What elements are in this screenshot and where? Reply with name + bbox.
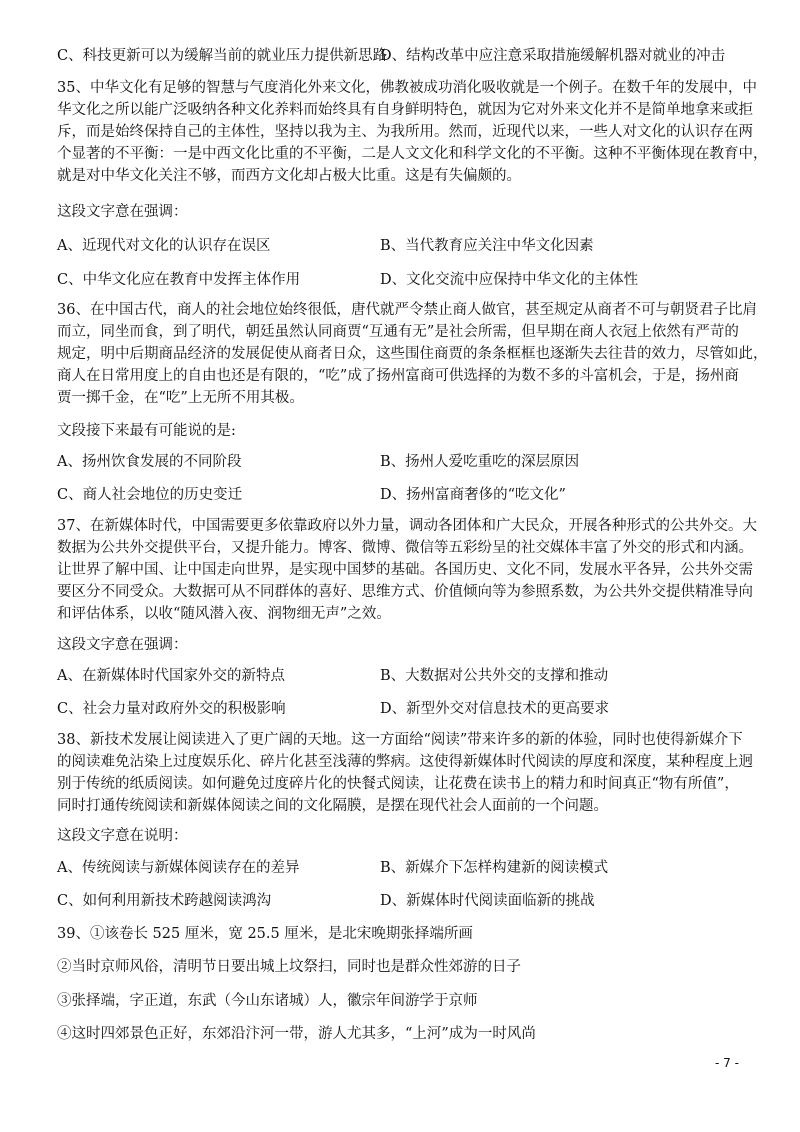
q39-sentence-2: ②当时京师风俗，清明节日要出城上坟祭扫，同时也是群众性郊游的日子 [57, 959, 521, 975]
q37-option-d: D、新型外交对信息技术的更高要求 [380, 701, 610, 717]
question-37-stem [57, 515, 757, 625]
q35-option-d: D、文化交流中应保持中华文化的主体性 [380, 272, 639, 288]
q38-option-c: C、如何利用新技术跨越阅读鸿沟 [57, 893, 272, 909]
question-37-prompt: 这段文字意在强调： [57, 637, 188, 653]
q35-option-c: C、中华文化应在教育中发挥主体作用 [57, 272, 301, 288]
stem-line: 就是对中华文化关注不够，而西方文化却占极大比重。这是有失偏颇的。 [57, 168, 521, 184]
stem-line: 商人在日常用度上的自由也还是有限的，“吃”成了扬州富商可供选择的为数不多的斗富机会，于是，扬州商 [57, 368, 739, 384]
stem-line: 斥，而是始终保持自己的主体性，坚持以我为主、为我所用。然而，近现代以来，一些人对文化的认识存在两 [57, 124, 753, 140]
question-38-prompt: 这段文字意在说明： [57, 828, 188, 844]
question-35-prompt: 这段文字意在强调： [57, 204, 188, 220]
q38-option-a: A、传统阅读与新媒体阅读存在的差异 [57, 860, 300, 876]
q38-option-d: D、新媒体时代阅读面临新的挑战 [380, 893, 595, 909]
question-36-stem [57, 299, 768, 409]
q37-option-c: C、社会力量对政府外交的积极影响 [57, 701, 286, 717]
q36-option-d: D、扬州富商奢侈的“吃文化” [380, 487, 566, 503]
q37-option-a: A、在新媒体时代国家外交的新特点 [57, 668, 285, 684]
q38-option-b: B、新媒介下怎样构建新的阅读模式 [380, 860, 609, 876]
stem-line: 35、中华文化有足够的智慧与气度消化外来文化，佛教被成功消化吸收就是一个例子。在数千年的发展中，中 [57, 80, 757, 96]
question-38-stem [57, 729, 753, 817]
stem-line: 华文化之所以能广泛吸纳各种文化养料而始终具有自身鲜明特色，就因为它对外来文化并不是简单地拿来或拒 [57, 102, 753, 118]
q36-option-b: B、扬州人爱吃重吃的深层原因 [380, 454, 580, 470]
stem-line: 要区分不同受众。大数据可从不同群体的喜好、思维方式、价值倾向等为参照系数，为公共外交提供精准导向 [57, 584, 753, 600]
q35-option-a: A、近现代对文化的认识存在误区 [57, 238, 271, 254]
q39-sentence-3: ③张择端，字正道，东武（今山东诸城）人，徽宗年间游学于京师 [57, 993, 478, 1009]
stem-line: 贾一掷千金，在“吃”上无所不用其极。 [57, 390, 304, 406]
q36-option-a: A、扬州饮食发展的不同阶段 [57, 454, 242, 470]
prev-option-d: D、结构改革中应注意采取措施缓解机器对就业的冲击 [380, 48, 726, 64]
stem-line: 别于传统的纸质阅读。如何避免过度碎片化的快餐式阅读，让花费在读书上的精力和时间真正“物有所值”， [57, 776, 739, 792]
q39-sentence-4: ④这时四郊景色正好，东郊沿汴河一带，游人尤其多，“上河”成为一时风尚 [57, 1026, 536, 1042]
stem-line: 同时打通传统阅读和新媒体阅读之间的文化隔膜，是摆在现代社会人面前的一个问题。 [57, 798, 608, 814]
stem-line: 数据为公共外交提供平台，又提升能力。博客、微博、微信等五彩纷呈的社交媒体丰富了外交的形式和内涵。 [57, 540, 753, 556]
stem-line: 让世界了解中国、让中国走向世界，是实现中国梦的基础。各国历史、文化不同，发展水平各异，公共外交需 [57, 562, 753, 578]
stem-line: 38、新技术发展让阅读进入了更广阔的天地。这一方面给“阅读”带来许多的新的体验，同时也使得新媒介下 [57, 732, 743, 748]
question-36-prompt: 文段接下来最有可能说的是: [57, 423, 236, 439]
prev-option-c: C、科技更新可以为缓解当前的就业压力提供新思路 [57, 48, 388, 64]
q35-option-b: B、当代教育应关注中华文化因素 [380, 238, 594, 254]
stem-line: 个显著的不平衡：一是中西文化比重的不平衡，二是人文文化和科学文化的不平衡。这种不平衡体现在教育中， [57, 146, 768, 162]
question-35-stem [57, 77, 768, 187]
stem-line: 37、在新媒体时代，中国需要更多依靠政府以外力量，调动各团体和广大民众，开展各种形式的公共外交。大 [57, 518, 757, 534]
q37-option-b: B、大数据对公共外交的支撑和推动 [380, 668, 609, 684]
stem-line: 规定，明中后期商品经济的发展促使从商者日众，这些围住商贾的条条框框也逐渐失去往昔的效力，尽管如此， [57, 346, 768, 362]
stem-line: 而立，同坐而食，到了明代，朝廷虽然认同商贾“互通有无”是社会所需，但早期在商人衣冠上依然有严苛的 [57, 324, 739, 340]
stem-line: 和评估体系，以收“随风潜入夜、润物细无声”之效。 [57, 606, 391, 622]
q36-option-c: C、商人社会地位的历史变迁 [57, 487, 243, 503]
page-number: - 7 - [715, 1056, 739, 1070]
q39-sentence-1: 39、①该卷长 525 厘米，宽 25.5 厘米，是北宋晚期张择端所画 [57, 926, 473, 942]
stem-line: 36、在中国古代，商人的社会地位始终很低，唐代就严令禁止商人做官，甚至规定从商者不可与朝贤君子比肩 [57, 302, 757, 318]
stem-line: 的阅读难免沾染上过度娱乐化、碎片化甚至浅薄的弊病。这使得新媒体时代阅读的厚度和深度，某种程度上迥 [57, 754, 753, 770]
